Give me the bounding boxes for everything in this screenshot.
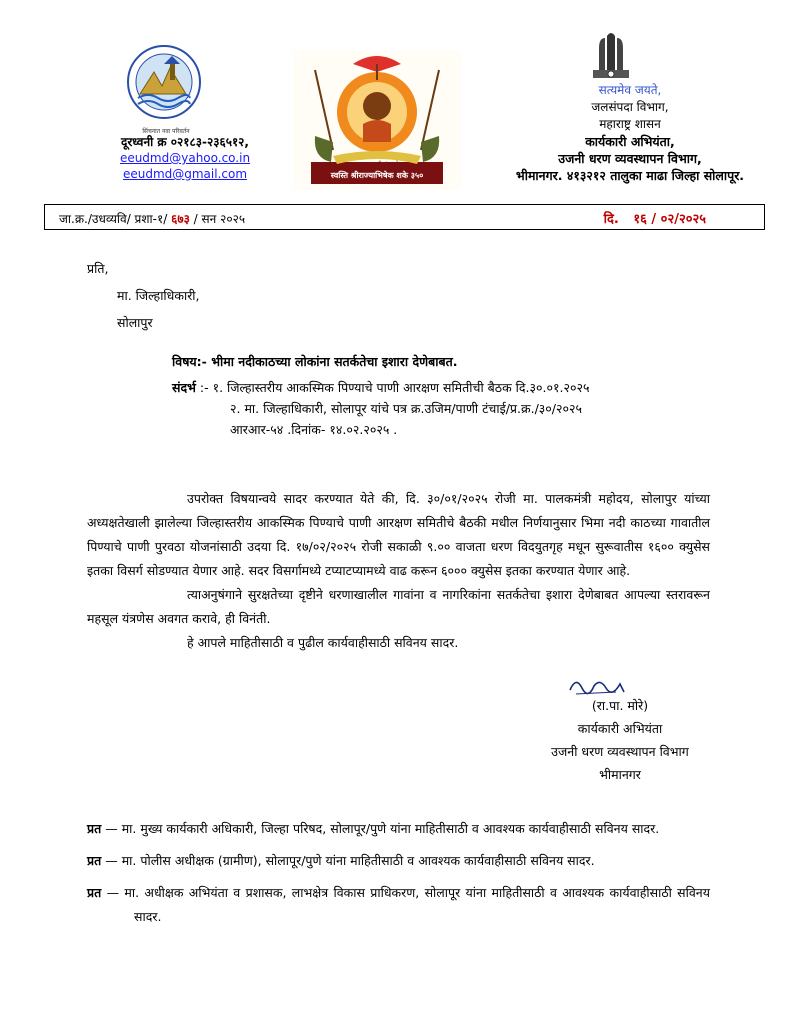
copy-label: प्रत — [87, 821, 102, 836]
signatory-place: भीमानगर — [599, 767, 641, 782]
copies-list — [87, 817, 710, 937]
recipient: मा. जिल्हाधिकारी, — [117, 288, 200, 303]
copy-item — [87, 849, 710, 873]
ref-prefix: जा.क्र./उधव्यवि/ प्रशा-१/ — [59, 212, 168, 226]
signature-block — [520, 694, 720, 786]
office-address-block — [480, 82, 780, 184]
reference-item-2: २. मा. जिल्हाधिकारी, सोलापूर यांचे पत्र क्र.उजिम/पाणी टंचाई/प्र.क्र./३०/२०२५ — [230, 401, 583, 416]
reference-date — [604, 209, 706, 227]
body-paragraph-1: उपरोक्त विषयान्वये सादर करण्यात येते की, दि. ३०/०१/२०२५ रोजी मा. पालकमंत्री महोदय, सोलापुर यांच्या अध्यक्षतेखाली झालेल्या जिल्हास्तरीय आकस्मिक पिण्याचे पाणी आरक्षण समितीचे बैठकी मधील निर्णयानुसार भिमा नदी काठच्या गावातील पिण्याचे पाणी पुरवठा योजनांसाठी उदया दि. १७/०२/२०२५ रोजी सकाळी ९.०० वाजता धरण विदयुतगृह मधून सुरूवातीस १६०० क्युसेस इतका विसर्ग सोडण्यात येणार आहे. सदर विसर्गामध्ये टप्याटप्यामध्ये वाढ करून ६००० क्युसेस इतका करण्यात येणार आहे. — [87, 491, 710, 578]
references-label: संदर्भ — [172, 380, 196, 395]
logo-caption: सिंचनात नवा परिवर्तन — [142, 128, 190, 135]
recipient-place: सोलापुर — [117, 315, 153, 330]
addressee — [87, 255, 200, 336]
email-link-gmail[interactable]: eeudmd@gmail.com — [122, 167, 248, 181]
reference-item-2-cont: आरआर-५४ .दिनांक- १४.०२.२०२५ . — [230, 422, 398, 437]
copy-label: प्रत — [87, 853, 102, 868]
date-day: १६ — [633, 212, 647, 227]
reference-box — [44, 204, 765, 230]
signatory-division: उजनी धरण व्यवस्थापन विभाग — [551, 744, 689, 759]
signatory-designation: कार्यकारी अभियंता — [577, 721, 663, 736]
copy-text: — मा. पोलीस अधीक्षक (ग्रामीण), सोलापूर/पुणे यांना माहितीसाठी व आवश्यक कार्यवाहीसाठी सविनय सादर. — [105, 853, 595, 868]
copy-item — [87, 881, 710, 929]
email-link-yahoo[interactable]: eeudmd@yahoo.co.in — [119, 151, 251, 165]
emblem-motto: शक्य नाही संभवते — [359, 161, 399, 168]
water-resources-logo — [118, 42, 210, 126]
department: जलसंपदा विभाग, — [591, 100, 669, 114]
date-rest: / ०२/२०२५ — [651, 212, 706, 227]
office-address: भीमानगर. ४१३२१२ तालुका माढा जिल्हा सोलापूर. — [515, 168, 745, 183]
date-label: दि. — [603, 212, 619, 227]
reference-item-1: :- १. जिल्हास्तरीय आकस्मिक पिण्याचे पाणी आरक्षण समितीची बैठक दि.३०.०१.२०२५ — [199, 380, 590, 395]
national-emblem-icon — [585, 30, 637, 82]
officer-title: कार्यकारी अभियंता, — [585, 134, 675, 149]
copy-item — [87, 817, 710, 841]
emblem-banner: स्वस्ति श्रीराज्याभिषेक शके ३५० — [330, 171, 424, 180]
prati: प्रति, — [87, 261, 109, 276]
division-name: उजनी धरण व्यवस्थापन विभाग, — [558, 151, 702, 166]
body-paragraph-3: हे आपले माहितीसाठी व पुढील कार्यवाहीसाठी सविनय सादर. — [187, 635, 459, 650]
body-paragraph-2: त्याअनुषंगाने सुरक्षतेच्या दृष्टीने धरणाखालील गावांना व नागरिकांना सतर्कतेचा इशारा देणेबाबत आपल्या स्तरावरून महसूल यंत्रणेस अवगत करावे, ही विनंती. — [87, 587, 710, 626]
signatory-name: (रा.पा. मोरे) — [591, 698, 649, 713]
rajyabhishek-emblem — [293, 50, 461, 190]
ref-number-value: ६७३ — [171, 212, 190, 226]
contact-block — [80, 134, 290, 182]
copy-label: प्रत — [87, 885, 102, 900]
copy-text: — मा. अधीक्षक अभियंता व प्रशासक, लाभक्षेत्र विकास प्राधिकरण, सोलापूर यांना माहितीसाठी व आवश्यक कार्यवाहीसाठी सविनय सादर. — [106, 885, 710, 924]
references — [172, 377, 732, 440]
government: महाराष्ट्र शासन — [599, 117, 661, 131]
subject-line: विषय:- भीमा नदीकाठच्या लोकांना सतर्कतेचा इशारा देणेबाबत. — [172, 354, 458, 369]
reference-number — [59, 210, 245, 227]
slogan: सत्यमेव जयते, — [598, 83, 662, 97]
ref-suffix: / सन २०२५ — [193, 212, 246, 226]
letter-body — [87, 487, 710, 655]
phone-number: दूरध्वनी क्र ०२१८३-२३६५१२, — [121, 135, 249, 149]
copy-text: — मा. मुख्य कार्यकारी अधिकारी, जिल्हा परिषद, सोलापूर/पुणे यांना माहितीसाठी व आवश्यक कार्यवाहीसाठी सविनय सादर. — [105, 821, 660, 836]
